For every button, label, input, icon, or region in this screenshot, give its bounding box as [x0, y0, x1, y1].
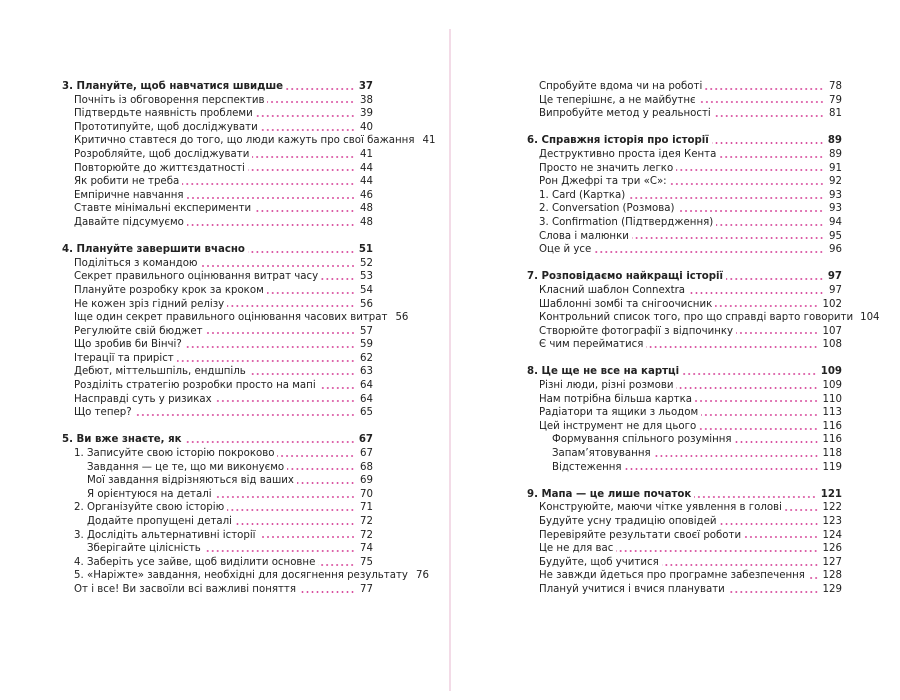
dot-leader — [699, 427, 818, 431]
toc-entry[interactable] — [62, 488, 373, 502]
toc-entry-title: Випробуйте метод у реальності — [539, 108, 711, 120]
toc-page-number: 56 — [360, 298, 373, 310]
toc-page-number: 93 — [829, 189, 842, 201]
toc-entry-title: Цей інструмент не для цього — [539, 420, 697, 432]
toc-chapter-entry[interactable] — [62, 433, 373, 447]
toc-entry-title: Ітерації та приріст — [74, 352, 174, 364]
toc-page-number: 64 — [360, 393, 373, 405]
dot-leader — [632, 236, 824, 240]
toc-section — [527, 80, 842, 121]
dot-leader — [662, 563, 819, 567]
toc-entry[interactable] — [62, 189, 373, 203]
toc-entry[interactable] — [527, 243, 842, 257]
dot-leader — [785, 508, 819, 512]
toc-entry-title: Відстеження — [552, 461, 622, 473]
dot-leader — [287, 467, 355, 471]
toc-page-number: 96 — [829, 244, 842, 256]
toc-entry[interactable] — [62, 447, 373, 461]
toc-entry-title: Плануйте розробку крок за кроком — [74, 284, 264, 296]
toc-entry[interactable] — [527, 162, 842, 176]
toc-entry[interactable] — [62, 474, 373, 488]
toc-entry-title: 8. Це ще не все на картці — [527, 366, 680, 378]
toc-entry-title: Радіатори та ящики з льодом — [539, 407, 699, 419]
toc-entry-title: Як робити не треба — [74, 176, 180, 188]
toc-page-number: 70 — [360, 488, 373, 500]
toc-entry[interactable] — [527, 529, 842, 543]
toc-entry-title: 3. Плануйте, щоб навчатися швидше — [62, 81, 284, 92]
toc-entry-title: От і все! Ви засвоїли всі важливі поняття — [74, 583, 296, 595]
dot-leader — [227, 508, 355, 512]
dot-leader — [248, 250, 355, 254]
dot-leader — [715, 304, 818, 308]
dot-leader — [249, 372, 355, 376]
toc-entry[interactable] — [62, 270, 373, 284]
toc-entry[interactable] — [62, 352, 373, 366]
toc-entry-title: 3. Confirmation (Підтвердження) — [539, 216, 714, 228]
toc-entry[interactable] — [62, 338, 373, 352]
toc-page-number: 121 — [820, 488, 842, 500]
toc-entry-title: Є чим перейматися — [539, 339, 644, 351]
toc-page-number: 104 — [860, 312, 880, 324]
toc-entry-title: Секрет правильного оцінювання витрат часу — [74, 271, 319, 283]
dot-leader — [695, 399, 819, 403]
toc-entry-title: Шаблонні зомбі та снігоочисник — [539, 298, 713, 310]
dot-leader — [808, 576, 819, 580]
toc-chapter-entry[interactable] — [527, 365, 842, 379]
dot-leader — [714, 114, 824, 118]
dot-leader — [628, 196, 824, 200]
toc-page-number: 113 — [822, 407, 842, 419]
toc-page-number: 93 — [829, 203, 842, 215]
toc-section — [62, 80, 436, 230]
toc-entry[interactable] — [62, 107, 373, 121]
dot-leader — [701, 413, 818, 417]
toc-entry[interactable] — [527, 569, 842, 583]
toc-entry-title: Плануй учитися і вчися планувати — [539, 583, 725, 595]
toc-page-number: 92 — [829, 176, 842, 188]
toc-entry-title: Що тепер? — [74, 407, 132, 419]
dot-leader — [135, 413, 355, 417]
toc-page-number: 71 — [360, 502, 373, 514]
toc-entry[interactable] — [62, 325, 373, 339]
dot-leader — [676, 168, 824, 172]
toc-page-number: 72 — [360, 516, 373, 527]
toc-entry-title: Прототипуйте, щоб досліджувати — [74, 121, 258, 133]
toc-page-number: 75 — [360, 556, 373, 568]
dot-leader — [185, 345, 355, 349]
toc-entry-title: Повторюйте до життєздатності — [74, 162, 245, 174]
dot-leader — [720, 522, 819, 526]
toc-page-number: 63 — [360, 366, 373, 378]
toc-entry[interactable] — [62, 298, 373, 312]
toc-page-number: 124 — [822, 529, 842, 541]
toc-page-number: 128 — [822, 570, 842, 582]
dot-leader — [694, 495, 816, 499]
toc-page-number: 89 — [829, 148, 842, 160]
toc-entry-title: Ставте мінімальні експерименти — [74, 203, 252, 215]
toc-page-number: 44 — [360, 176, 373, 188]
toc-page-number: 68 — [360, 461, 373, 473]
toc-entry[interactable] — [527, 94, 842, 108]
toc-page-number: 94 — [829, 216, 842, 228]
toc-entry-title: Створюйте фотографії з відпочинку — [539, 325, 734, 337]
toc-entry[interactable] — [62, 406, 373, 420]
toc-entry[interactable] — [527, 202, 842, 216]
toc-page-number: 126 — [822, 543, 842, 555]
toc-entry-title: Нам потрібна більша картка — [539, 393, 693, 405]
toc-page-number: 77 — [360, 583, 373, 595]
toc-chapter-entry[interactable] — [527, 270, 842, 284]
toc-entry-title: Додайте пропущені деталі — [87, 516, 233, 527]
toc-page-number: 129 — [822, 583, 842, 595]
toc-page-number: 41 — [422, 135, 436, 147]
toc-entry[interactable] — [62, 542, 373, 556]
toc-page-number: 72 — [360, 529, 373, 541]
toc-entry-title: Деструктивно проста ідея Кента — [539, 148, 717, 160]
dot-leader — [256, 114, 355, 118]
toc-page-number: 44 — [360, 162, 373, 174]
toc-page-number: 39 — [360, 108, 373, 120]
toc-entry[interactable] — [62, 175, 373, 189]
toc-entry-title: Конструюйте, маючи чітке уявлення в голові — [539, 502, 782, 514]
toc-page-number: 122 — [822, 502, 842, 514]
toc-section — [527, 365, 842, 474]
toc-entry-title: 5. Ви вже знаєте, як — [62, 434, 182, 446]
toc-entry[interactable] — [62, 121, 373, 135]
dot-leader — [259, 535, 356, 539]
toc-entry[interactable] — [527, 189, 842, 203]
toc-page-number: 95 — [829, 230, 842, 242]
toc-entry[interactable] — [527, 447, 842, 461]
toc-entry[interactable] — [527, 406, 842, 420]
toc-page-number: 51 — [358, 244, 373, 256]
toc-section — [527, 270, 880, 352]
toc-entry[interactable] — [527, 284, 842, 298]
toc-entry[interactable] — [527, 515, 842, 529]
toc-page-number: 48 — [360, 203, 373, 215]
dot-leader — [616, 549, 818, 553]
toc-section — [62, 243, 409, 420]
toc-page-number: 65 — [360, 407, 373, 419]
toc-chapter-entry[interactable] — [527, 134, 842, 148]
toc-entry[interactable] — [527, 148, 842, 162]
toc-entry[interactable] — [62, 569, 429, 583]
dot-leader — [688, 291, 824, 295]
toc-entry-title: Не завжди йдеться про програмне забезпечення — [539, 570, 805, 582]
toc-page-number: 107 — [822, 325, 842, 337]
dot-leader — [677, 209, 824, 213]
toc-entry[interactable] — [527, 107, 842, 121]
dot-leader — [682, 372, 817, 376]
toc-entry-title: Рон Джефрі та три «С»: — [539, 176, 667, 188]
toc-entry[interactable] — [527, 175, 842, 189]
toc-entry-title: 1. Card (Картка) — [539, 189, 626, 201]
toc-entry[interactable] — [527, 556, 842, 570]
toc-entry-title: Не кожен зріз гідний релізу — [74, 298, 225, 310]
toc-entry[interactable] — [62, 501, 373, 515]
dot-leader — [594, 250, 824, 254]
dot-leader — [267, 100, 355, 104]
toc-entry-title: 7. Розповідаємо найкращі історії — [527, 271, 724, 283]
toc-entry-title: 1. Записуйте свою історію покроково — [74, 448, 275, 460]
toc-entry-title: Це теперішнє, а не майбутнє — [539, 94, 696, 106]
toc-page-number: 109 — [822, 380, 842, 392]
toc-entry-title: Поділіться з командою — [74, 257, 198, 269]
dot-leader — [699, 100, 824, 104]
dot-leader — [201, 264, 356, 268]
toc-page-number: 40 — [360, 121, 373, 133]
dot-leader — [318, 563, 355, 567]
toc-entry-title: Зберігайте цілісність — [87, 543, 201, 555]
toc-entry-title: Іще один секрет правильного оцінювання часових витрат — [74, 312, 388, 324]
toc-page-number: 78 — [829, 81, 842, 92]
dot-leader — [625, 467, 819, 471]
toc-entry[interactable] — [527, 501, 842, 515]
toc-chapter-entry[interactable] — [62, 80, 373, 94]
dot-leader — [204, 549, 355, 553]
dot-leader — [719, 155, 824, 159]
toc-page-number: 102 — [822, 298, 842, 310]
toc-page-number: 57 — [360, 325, 373, 337]
dot-leader — [277, 454, 355, 458]
toc-entry[interactable] — [62, 393, 373, 407]
toc-page-number: 116 — [822, 420, 842, 432]
dot-leader — [676, 386, 818, 390]
toc-entry-title: Що зробив би Вінчі? — [74, 339, 182, 351]
toc-entry-title: Емпіричне навчання — [74, 189, 184, 201]
toc-entry-title: Я орієнтуюся на деталі — [87, 488, 212, 500]
toc-page-number: 38 — [360, 94, 373, 106]
toc-chapter-entry[interactable] — [62, 243, 373, 257]
toc-entry-title: Просто не значить легко — [539, 162, 674, 174]
toc-section — [527, 134, 842, 256]
toc-entry[interactable] — [527, 433, 842, 447]
toc-page-number: 48 — [360, 216, 373, 228]
toc-entry-title: 2. Conversation (Розмова) — [539, 203, 675, 215]
toc-entry-title: Регулюйте свій бюджет — [74, 325, 203, 337]
toc-page-number: 67 — [358, 434, 373, 446]
toc-page-number: 52 — [360, 257, 373, 269]
toc-page-number: 53 — [360, 271, 373, 283]
toc-entry-title: Будуйте, щоб учитися — [539, 556, 659, 568]
toc-entry-title: 6. Справжня історія про історії — [527, 135, 709, 147]
toc-page-number: 76 — [415, 570, 429, 582]
dot-leader — [252, 155, 355, 159]
toc-entry[interactable] — [527, 461, 842, 475]
toc-page-number: 37 — [358, 81, 373, 92]
toc-page-number: 54 — [360, 284, 373, 296]
toc-entry-title: Спробуйте вдома чи на роботі — [539, 81, 703, 92]
toc-entry[interactable] — [62, 284, 373, 298]
dot-leader — [235, 522, 355, 526]
toc-entry-title: Розробляйте, щоб досліджувати — [74, 148, 250, 160]
toc-entry[interactable] — [62, 365, 373, 379]
toc-entry-title: Критично ставтеся до того, що люди кажуть про свої бажання — [74, 135, 415, 147]
toc-page-number: 74 — [360, 543, 373, 555]
toc-page-number: 79 — [829, 94, 842, 106]
toc-entry-title: Контрольний список того, про що справді варто говорити — [539, 312, 854, 324]
toc-page-number: 127 — [822, 556, 842, 568]
toc-entry-title: Насправді суть у ризиках — [74, 393, 212, 405]
dot-leader — [227, 304, 355, 308]
toc-entry[interactable] — [62, 162, 373, 176]
toc-chapter-entry[interactable] — [527, 488, 842, 502]
toc-entry[interactable] — [62, 529, 373, 543]
toc-entry[interactable] — [62, 202, 373, 216]
toc-entry[interactable] — [527, 420, 842, 434]
toc-page-left — [62, 80, 436, 610]
toc-entry[interactable] — [527, 230, 842, 244]
toc-entry[interactable] — [527, 583, 842, 597]
toc-entry-title: Розділіть стратегію розробки просто на мапі — [74, 380, 316, 392]
toc-entry-title: 2. Організуйте свою історію — [74, 502, 225, 514]
dot-leader — [646, 345, 818, 349]
dot-leader — [735, 440, 819, 444]
toc-page-number: 81 — [829, 108, 842, 120]
toc-entry[interactable] — [527, 393, 842, 407]
toc-entry-title: Почніть із обговорення перспектив — [74, 94, 265, 106]
dot-leader — [215, 399, 355, 403]
toc-page-number: 41 — [360, 148, 373, 160]
toc-entry[interactable] — [62, 148, 373, 162]
toc-page-number: 108 — [822, 339, 842, 351]
dot-leader — [215, 495, 355, 499]
toc-entry-title: 3. Дослідіть альтернативні історії — [74, 529, 256, 541]
toc-entry-title: 9. Мапа — це лише початок — [527, 488, 692, 500]
toc-entry[interactable] — [527, 338, 842, 352]
toc-entry-title: 4. Плануйте завершити вчасно — [62, 244, 245, 256]
toc-entry-title: Будуйте усну традицію оповідей — [539, 516, 717, 527]
dot-leader — [248, 168, 355, 172]
toc-page-number: 110 — [822, 393, 842, 405]
toc-page-number: 116 — [822, 434, 842, 446]
dot-leader — [261, 128, 355, 132]
toc-page-number: 59 — [360, 339, 373, 351]
toc-page-number: 119 — [822, 461, 842, 473]
toc-entry[interactable] — [62, 311, 409, 325]
toc-entry-title: Це не для вас — [539, 543, 614, 555]
toc-page-number: 69 — [360, 475, 373, 487]
toc-page-number: 89 — [827, 135, 842, 147]
dot-leader — [254, 209, 355, 213]
dot-leader — [286, 87, 355, 91]
toc-entry-title: 5. «Наріжте» завдання, необхідні для досягнення результату — [74, 570, 408, 582]
dot-leader — [319, 386, 355, 390]
toc-entry[interactable] — [527, 216, 842, 230]
book-fold-line — [449, 29, 451, 691]
dot-leader — [187, 223, 355, 227]
toc-entry[interactable] — [62, 515, 373, 529]
dot-leader — [299, 590, 355, 594]
toc-entry-title: Давайте підсумуємо — [74, 216, 184, 228]
toc-page-number: 62 — [360, 352, 373, 364]
toc-page-number: 46 — [360, 189, 373, 201]
toc-page-number: 118 — [822, 448, 842, 460]
toc-page-right — [527, 80, 880, 610]
toc-page-number: 123 — [822, 516, 842, 527]
toc-entry[interactable] — [62, 556, 373, 570]
dot-leader — [712, 141, 824, 145]
toc-page-number: 109 — [820, 366, 842, 378]
dot-leader — [670, 182, 824, 186]
toc-entry-title: Запам’ятовування — [552, 448, 651, 460]
toc-entry[interactable] — [62, 583, 373, 597]
toc-entry[interactable] — [527, 542, 842, 556]
toc-page-number: 64 — [360, 380, 373, 392]
toc-entry-title: Слова і малюнки — [539, 230, 629, 242]
toc-entry-title: 4. Заберіть усе зайве, щоб виділити основне — [74, 556, 316, 568]
toc-entry-title: Підтвердьте наявність проблеми — [74, 108, 253, 120]
dot-leader — [187, 196, 355, 200]
toc-entry[interactable] — [527, 311, 880, 325]
toc-page-number: 91 — [829, 162, 842, 174]
toc-entry[interactable] — [62, 94, 373, 108]
dot-leader — [654, 454, 819, 458]
toc-entry[interactable] — [527, 298, 842, 312]
dot-leader — [726, 277, 824, 281]
toc-entry[interactable] — [62, 257, 373, 271]
toc-page-number: 67 — [360, 448, 373, 460]
dot-leader — [744, 535, 818, 539]
dot-leader — [206, 331, 355, 335]
toc-entry[interactable] — [62, 134, 436, 148]
dot-leader — [185, 440, 355, 444]
toc-entry[interactable] — [62, 379, 373, 393]
toc-entry[interactable] — [527, 379, 842, 393]
toc-entry[interactable] — [62, 461, 373, 475]
dot-leader — [182, 182, 355, 186]
toc-entry[interactable] — [527, 80, 842, 94]
dot-leader — [716, 223, 824, 227]
dot-leader — [267, 291, 355, 295]
dot-leader — [297, 481, 355, 485]
toc-entry-title: Дебют, міттельшпіль, ендшпіль — [74, 366, 246, 378]
toc-page-number: 97 — [827, 271, 842, 283]
toc-entry-title: Завдання — це те, що ми виконуємо — [87, 461, 285, 473]
toc-entry-title: Оце й усе — [539, 244, 592, 256]
toc-entry-title: Різні люди, різні розмови — [539, 380, 674, 392]
toc-entry-title: Перевіряйте результати своєї роботи — [539, 529, 742, 541]
toc-entry[interactable] — [62, 216, 373, 230]
toc-section — [527, 488, 842, 597]
dot-leader — [705, 87, 824, 91]
toc-entry-title: Класний шаблон Connextra — [539, 284, 686, 296]
toc-entry[interactable] — [527, 325, 842, 339]
toc-section — [62, 433, 429, 596]
toc-page-number: 97 — [829, 284, 842, 296]
dot-leader — [736, 331, 818, 335]
dot-leader — [321, 277, 355, 281]
toc-entry-title: Мої завдання відрізняються від ваших — [87, 475, 294, 487]
dot-leader — [728, 590, 819, 594]
toc-page-number: 56 — [395, 312, 409, 324]
dot-leader — [177, 359, 355, 363]
toc-entry-title: Формування спільного розуміння — [552, 434, 732, 446]
